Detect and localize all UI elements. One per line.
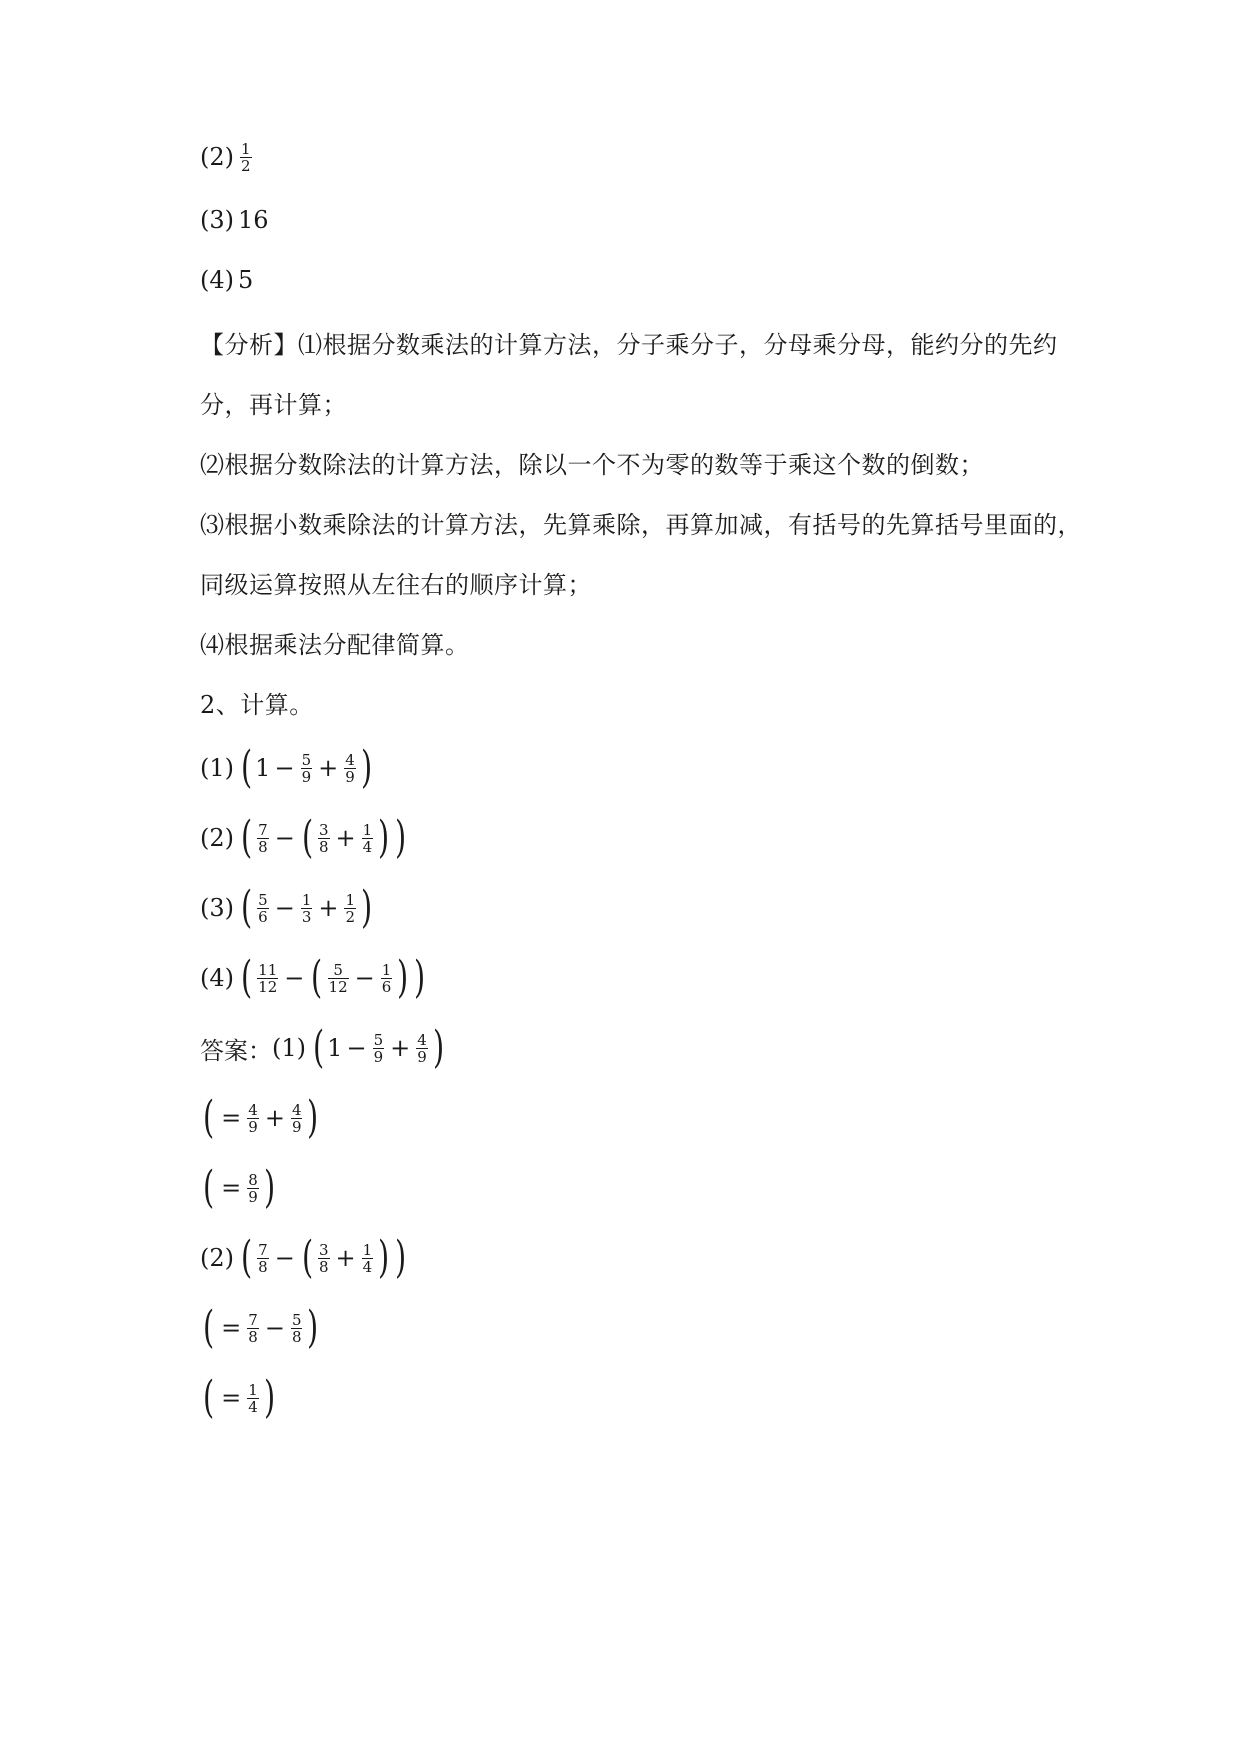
fraction: $\frac{1}{6}$: [381, 960, 392, 996]
question-2-2: (2) ( $\frac{7}{8}$ − ( $\frac{3}{8}$ + $\frac{1}{4}$ ) ): [200, 812, 407, 863]
answer-2: (2) $\frac{1}{2}$: [200, 139, 251, 175]
fraction: $\frac{4}{9}$: [417, 1030, 427, 1066]
fraction: $\frac{1}{4}$: [248, 1380, 258, 1416]
question-2-3: (3) ( $\frac{5}{6}$ − $\frac{1}{3}$ + $\frac{1}{2}$ ): [200, 882, 373, 933]
fraction: $\frac{4}{9}$: [248, 1100, 258, 1136]
fraction: $\frac{5}{9}$: [301, 750, 312, 786]
question-2-title: 2、计算。: [200, 690, 314, 719]
fraction: $\frac{4}{9}$: [291, 1100, 302, 1136]
solution-2-step-2: ( = $\frac{1}{4}$ ): [203, 1372, 275, 1423]
answer-3: (3) 16: [200, 206, 269, 234]
answer-4: (4) 5: [200, 266, 254, 294]
fraction: $\frac{1}{2}$: [345, 890, 356, 926]
fraction: $\frac{7}{8}$: [258, 1240, 268, 1276]
solution-1-step-1: ( = $\frac{4}{9}$ + $\frac{4}{9}$ ): [203, 1092, 319, 1143]
analysis-line-4: ⑶根据小数乘除法的计算方法，先算乘除，再算加减，有括号的先算括号里面的，: [200, 510, 1082, 539]
solution-1: 答案： (1) ( 1 − $\frac{5}{9}$ + $\frac{4}{9}$ ): [200, 1022, 444, 1073]
solution-2: (2) ( $\frac{7}{8}$ − ( $\frac{3}{8}$ + $\frac{1}{4}$ ) ): [200, 1232, 407, 1283]
analysis-line-6: ⑷根据乘法分配律简算。: [200, 630, 470, 659]
fraction: $\frac{1}{4}$: [362, 1240, 373, 1276]
fraction: $\frac{5}{9}$: [373, 1030, 384, 1066]
analysis-line-1: 【分析】⑴根据分数乘法的计算方法，分子乘分子，分母乘分母，能约分的先约: [200, 330, 1058, 359]
analysis-line-5: 同级运算按照从左往右的顺序计算；: [200, 570, 592, 599]
question-2-4: (4) ( $\frac{11}{12}$ − ( $\frac{5}{12}$ − $\frac{1}{6}$ ) ): [200, 952, 426, 1003]
solution-1-step-2: ( = $\frac{8}{9}$ ): [203, 1162, 275, 1213]
fraction: $\frac{4}{9}$: [345, 750, 355, 786]
fraction: $\frac{11}{12}$: [258, 960, 278, 996]
fraction: $\frac{1}{2}$: [241, 139, 251, 175]
fraction: $\frac{3}{8}$: [319, 820, 329, 856]
analysis-line-2: 分，再计算；: [200, 390, 347, 419]
fraction: $\frac{5}{12}$: [328, 960, 348, 996]
fraction: $\frac{7}{8}$: [248, 1310, 258, 1346]
fraction: $\frac{7}{8}$: [258, 820, 268, 856]
solution-2-step-1: ( = $\frac{7}{8}$ − $\frac{5}{8}$ ): [203, 1302, 319, 1353]
analysis-line-3: ⑵根据分数除法的计算方法，除以一个不为零的数等于乘这个数的倒数；: [200, 450, 984, 479]
fraction: $\frac{5}{8}$: [291, 1310, 302, 1346]
question-2-1: (1) ( 1 − $\frac{5}{9}$ + $\frac{4}{9}$ ): [200, 742, 372, 793]
fraction: $\frac{8}{9}$: [248, 1170, 258, 1206]
fraction: $\frac{3}{8}$: [319, 1240, 329, 1276]
fraction: $\frac{1}{3}$: [301, 890, 312, 926]
fraction: $\frac{1}{4}$: [362, 820, 373, 856]
fraction: $\frac{5}{6}$: [258, 890, 268, 926]
